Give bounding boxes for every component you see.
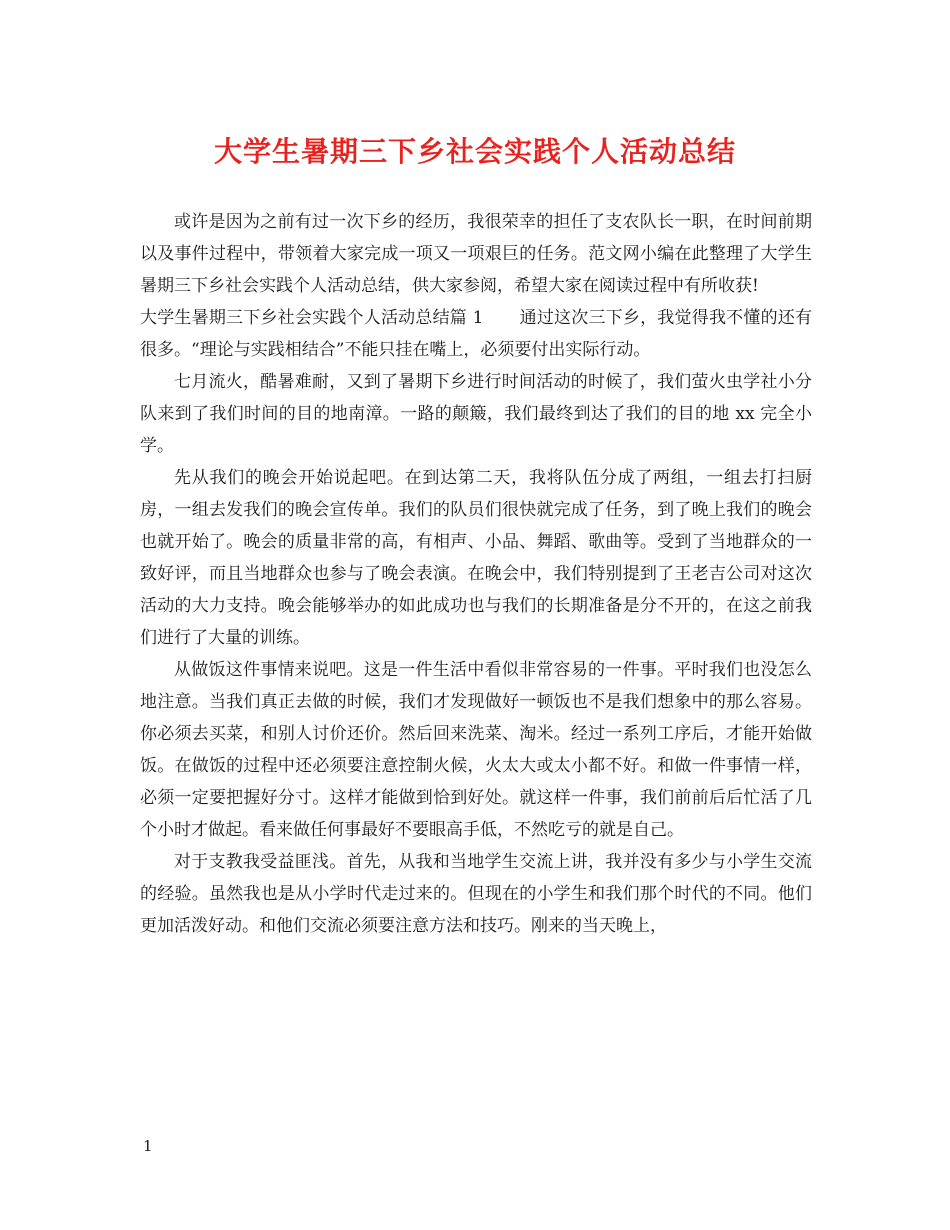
body-paragraph: 对于支教我受益匪浅。首先，从我和当地学生交流上讲，我并没有多少与小学生交流的经验。虽然我也是从小学时代走过来的。但现在的小学生和我们那个时代的不同。他们更加活泼好动。和他们交流必须要注意方法和技巧。刚来的当天晚上， [140, 852, 812, 936]
section-lead-text: 通过这次三下乡，我觉得我不懂的还有很多。“理论与实践相结合”不能只挂在嘴上，必须要付出实际行动。 [140, 308, 812, 360]
document-title: 大学生暑期三下乡社会实践个人活动总结 [213, 135, 736, 168]
document-body [140, 206, 812, 942]
page-number: 1 [143, 1137, 153, 1155]
section-paragraph [140, 302, 812, 366]
body-paragraph: 从做饭这件事情来说吧。这是一件生活中看似非常容易的一件事。平时我们也没怎么地注意。当我们真正去做的时候，我们才发现做好一顿饭也不是我们想象中的那么容易。你必须去买菜，和别人讨价还价。然后回来洗菜、淘米。经过一系列工序后，才能开始做饭。在做饭的过程中还必须要注意控制火候，火太大或太小都不好。和做一件事情一样，必须一定要把握好分寸。这样才能做到恰到好处。就这样一件事，我们前前后后忙活了几个小时才做起。看来做任何事最好不要眼高手低，不然吃亏的就是自己。 [140, 660, 812, 840]
intro-paragraph: 或许是因为之前有过一次下乡的经历，我很荣幸的担任了支农队长一职，在时间前期以及事件过程中，带领着大家完成一项又一项艰巨的任务。范文网小编在此整理了大学生暑期三下乡社会实践个人活动总结，供大家参阅，希望大家在阅读过程中有所收获! [140, 212, 812, 296]
body-paragraph: 先从我们的晚会开始说起吧。在到达第二天，我将队伍分成了两组，一组去打扫厨房，一组去发我们的晚会宣传单。我们的队员们很快就完成了任务，到了晚上我们的晚会也就开始了。晚会的质量非常的高，有相声、小品、舞蹈、歌曲等。受到了当地群众的一致好评，而且当地群众也参与了晚会表演。在晚会中，我们特别提到了王老吉公司对这次活动的大力支持。晚会能够举办的如此成功也与我们的长期准备是分不开的，在这之前我们进行了大量的训练。 [140, 468, 812, 648]
body-paragraph: 七月流火，酷暑难耐，又到了暑期下乡进行时间活动的时候了，我们萤火虫学社小分队来到了我们时间的目的地南漳。一路的颠簸，我们最终到达了我们的目的地 xx 完全小学。 [140, 372, 812, 456]
section-heading: 大学生暑期三下乡社会实践个人活动总结篇 1 [140, 308, 484, 328]
